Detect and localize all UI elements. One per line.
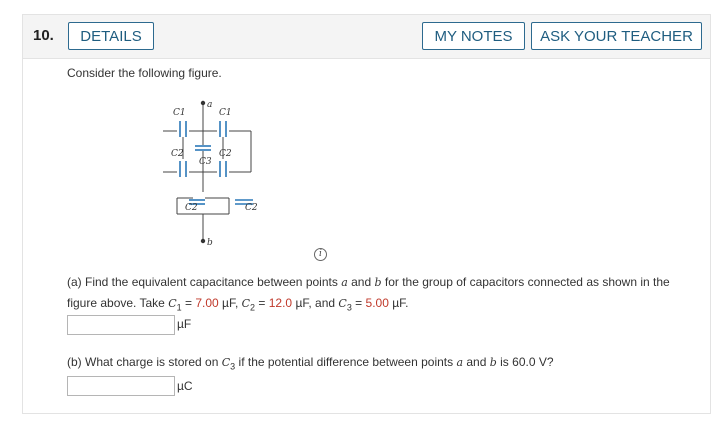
part-b-unit: µC <box>177 379 193 393</box>
info-icon[interactable]: i <box>314 248 327 261</box>
question-card <box>22 14 711 414</box>
c1-left-label: C1 <box>173 108 186 118</box>
question-number: 10. <box>33 27 54 44</box>
ask-your-teacher-button[interactable]: ASK YOUR TEACHER <box>531 22 702 50</box>
c1-value: 7.00 <box>195 296 219 310</box>
c1-right-label: C1 <box>219 108 232 118</box>
details-button[interactable]: DETAILS <box>68 22 154 50</box>
my-notes-button[interactable]: MY NOTES <box>422 22 525 50</box>
part-a-question: (a) Find the equivalent capacitance between points a and b for the group of capacitors connected as shown in the figure above. Take $C_1 = 7.00$ µF, $C_2 = 12.0$ µF, and $C_3 = 5.00$ µF. <box>67 275 670 313</box>
question-intro: Consider the following figure. <box>67 66 222 80</box>
c2-right-label: C2 <box>219 149 232 159</box>
c2-bottom-left-label: C2 <box>185 203 198 213</box>
part-b-question: (b) What charge is stored on $C_3$ if the potential difference between points a and b is 60.0 V? <box>67 355 554 372</box>
question-header <box>23 15 710 59</box>
c3-label: C3 <box>199 157 212 167</box>
c2-left-label: C2 <box>171 149 184 159</box>
capacitor-circuit-figure <box>163 97 283 252</box>
c2-bottom-right-label: C2 <box>245 203 258 213</box>
part-b-answer-input[interactable] <box>67 376 175 396</box>
point-a-label: a <box>207 100 213 110</box>
c3-value: 5.00 <box>365 296 389 310</box>
c2-value: 12.0 <box>268 296 293 310</box>
part-a-unit: µF <box>177 317 192 331</box>
part-a-answer-input[interactable] <box>67 315 175 335</box>
point-b-label: b <box>207 238 213 248</box>
